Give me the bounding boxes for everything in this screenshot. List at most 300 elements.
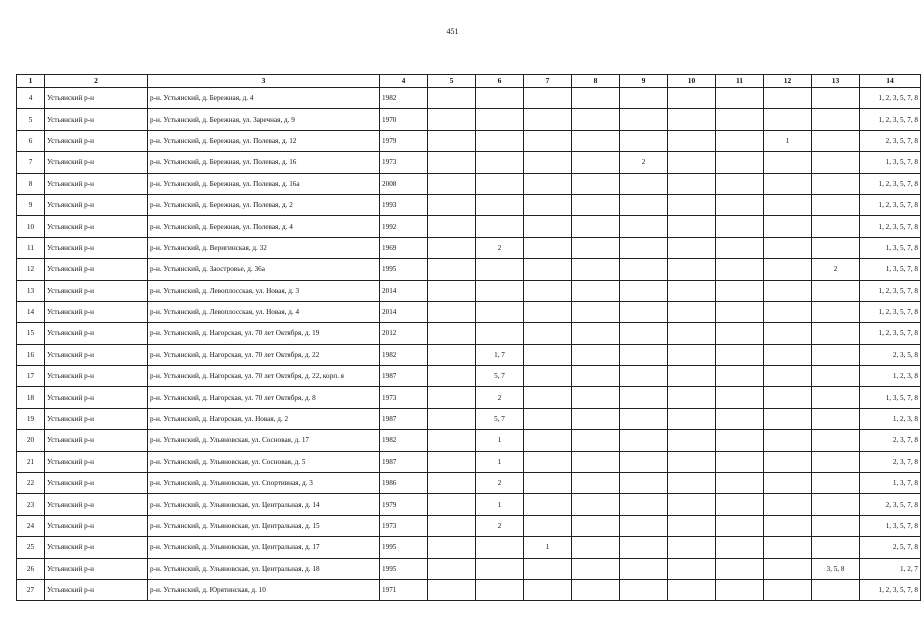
table-cell-col-7	[524, 280, 572, 301]
table-cell-col-13	[812, 216, 860, 237]
table-cell-col-10	[668, 515, 716, 536]
table-cell-col-10	[668, 109, 716, 130]
table-cell-col-12	[764, 451, 812, 472]
table-cell-col-14: 1, 2, 3, 5, 7, 8	[860, 301, 921, 322]
table-cell-col-9	[620, 558, 668, 579]
table-cell-col-6: 1	[476, 494, 524, 515]
table-row	[17, 237, 921, 258]
table-cell-col-1: 21	[17, 451, 45, 472]
table-cell-col-11	[716, 88, 764, 109]
table-cell-col-13	[812, 237, 860, 258]
table-cell-col-2: Устьянский р-н	[45, 473, 148, 494]
table-cell-col-7: 1	[524, 537, 572, 558]
table-cell-col-9	[620, 173, 668, 194]
table-cell-col-1: 9	[17, 194, 45, 215]
table-cell-col-10	[668, 344, 716, 365]
table-cell-col-4: 1986	[380, 473, 428, 494]
table-cell-col-8	[572, 259, 620, 280]
table-cell-col-11	[716, 130, 764, 151]
table-row	[17, 494, 921, 515]
table-cell-col-4: 1995	[380, 537, 428, 558]
table-cell-col-4: 1995	[380, 259, 428, 280]
table-cell-col-1: 18	[17, 387, 45, 408]
table-cell-col-9	[620, 387, 668, 408]
table-row	[17, 366, 921, 387]
table-cell-col-5	[428, 387, 476, 408]
table-cell-col-3: р-н. Устьянский, д. Ульяновская, ул. Центральная, д. 15	[148, 515, 380, 536]
table-cell-col-1: 10	[17, 216, 45, 237]
table-cell-col-14: 1, 2, 3, 8	[860, 408, 921, 429]
table-cell-col-9	[620, 88, 668, 109]
table-cell-col-11	[716, 408, 764, 429]
table-row	[17, 109, 921, 130]
table-cell-col-7	[524, 451, 572, 472]
table-cell-col-13	[812, 494, 860, 515]
table-cell-col-3: р-н. Устьянский, д. Бережная, ул. Полевая, д. 12	[148, 130, 380, 151]
table-cell-col-8	[572, 323, 620, 344]
table-cell-col-2: Устьянский р-н	[45, 237, 148, 258]
table-cell-col-1: 11	[17, 237, 45, 258]
table-cell-col-1: 27	[17, 579, 45, 600]
table-cell-col-10	[668, 451, 716, 472]
table-cell-col-9	[620, 216, 668, 237]
table-cell-col-4: 1971	[380, 579, 428, 600]
table-cell-col-3: р-н. Устьянский, д. Нагорская, ул. Новая, д. 2	[148, 408, 380, 429]
table-cell-col-11	[716, 173, 764, 194]
table-cell-col-13	[812, 515, 860, 536]
table-cell-col-5	[428, 579, 476, 600]
table-cell-col-14: 1, 3, 5, 7, 8	[860, 259, 921, 280]
table-cell-col-13	[812, 366, 860, 387]
table-cell-col-7	[524, 194, 572, 215]
table-cell-col-14: 1, 3, 5, 7, 8	[860, 387, 921, 408]
column-header: 13	[812, 75, 860, 88]
table-cell-col-1: 5	[17, 109, 45, 130]
table-cell-col-6: 1, 7	[476, 344, 524, 365]
table-row	[17, 387, 921, 408]
table-cell-col-6	[476, 301, 524, 322]
table-cell-col-3: р-н. Устьянский, д. Бережная, ул. Полевая, д. 4	[148, 216, 380, 237]
table-cell-col-2: Устьянский р-н	[45, 515, 148, 536]
table-cell-col-7	[524, 109, 572, 130]
table-cell-col-1: 7	[17, 152, 45, 173]
table-cell-col-7	[524, 430, 572, 451]
table-cell-col-6: 2	[476, 473, 524, 494]
table-cell-col-10	[668, 301, 716, 322]
table-cell-col-11	[716, 237, 764, 258]
table-cell-col-3: р-н. Устьянский, д. Ульяновская, ул. Центральная, д. 18	[148, 558, 380, 579]
table-cell-col-11	[716, 216, 764, 237]
table-cell-col-13	[812, 408, 860, 429]
table-cell-col-2: Устьянский р-н	[45, 259, 148, 280]
table-cell-col-1: 13	[17, 280, 45, 301]
column-header: 9	[620, 75, 668, 88]
table-cell-col-6: 1	[476, 430, 524, 451]
table-cell-col-14: 1, 3, 5, 7, 8	[860, 515, 921, 536]
table-cell-col-12	[764, 109, 812, 130]
table-cell-col-11	[716, 301, 764, 322]
table-cell-col-5	[428, 537, 476, 558]
table-cell-col-12	[764, 430, 812, 451]
table-cell-col-5	[428, 130, 476, 151]
table-cell-col-3: р-н. Устьянский, д. Нагорская, ул. 70 лет Октября, д. 19	[148, 323, 380, 344]
table-body	[17, 88, 921, 601]
table-cell-col-9	[620, 451, 668, 472]
table-cell-col-9	[620, 494, 668, 515]
table-cell-col-7	[524, 558, 572, 579]
table-cell-col-1: 17	[17, 366, 45, 387]
table-cell-col-12: 1	[764, 130, 812, 151]
table-cell-col-3: р-н. Устьянский, д. Бережная, ул. Полевая, д. 16	[148, 152, 380, 173]
table-cell-col-10	[668, 173, 716, 194]
table-cell-col-1: 25	[17, 537, 45, 558]
table-cell-col-6	[476, 88, 524, 109]
column-header: 1	[17, 75, 45, 88]
table-cell-col-1: 23	[17, 494, 45, 515]
table-cell-col-6: 2	[476, 237, 524, 258]
table-header-row	[17, 75, 921, 88]
table-cell-col-3: р-н. Устьянский, д. Ульяновская, ул. Центральная, д. 17	[148, 537, 380, 558]
table-cell-col-11	[716, 451, 764, 472]
table-cell-col-5	[428, 323, 476, 344]
column-header: 10	[668, 75, 716, 88]
table-cell-col-1: 16	[17, 344, 45, 365]
table-cell-col-8	[572, 301, 620, 322]
table-cell-col-10	[668, 280, 716, 301]
table-cell-col-9	[620, 194, 668, 215]
table-cell-col-10	[668, 473, 716, 494]
table-cell-col-7	[524, 237, 572, 258]
table-cell-col-7	[524, 494, 572, 515]
column-header: 7	[524, 75, 572, 88]
table-cell-col-5	[428, 259, 476, 280]
table-cell-col-2: Устьянский р-н	[45, 216, 148, 237]
table-cell-col-5	[428, 366, 476, 387]
table-cell-col-7	[524, 344, 572, 365]
table-cell-col-1: 14	[17, 301, 45, 322]
table-cell-col-10	[668, 323, 716, 344]
column-header: 8	[572, 75, 620, 88]
table-cell-col-1: 22	[17, 473, 45, 494]
table-cell-col-9	[620, 430, 668, 451]
table-cell-col-14: 1, 2, 7	[860, 558, 921, 579]
table-cell-col-5	[428, 558, 476, 579]
table-cell-col-3: р-н. Устьянский, д. Бережная, ул. Заречная, д. 9	[148, 109, 380, 130]
table-cell-col-6: 2	[476, 387, 524, 408]
table-cell-col-2: Устьянский р-н	[45, 88, 148, 109]
table-cell-col-4: 2014	[380, 301, 428, 322]
table-cell-col-6: 5, 7	[476, 366, 524, 387]
table-cell-col-10	[668, 408, 716, 429]
table-cell-col-9	[620, 109, 668, 130]
table-cell-col-3: р-н. Устьянский, д. Ульяновская, ул. Спортивная, д. 3	[148, 473, 380, 494]
table-cell-col-14: 1, 2, 3, 5, 7, 8	[860, 109, 921, 130]
table-cell-col-13	[812, 280, 860, 301]
table-cell-col-5	[428, 451, 476, 472]
table-cell-col-10	[668, 216, 716, 237]
table-cell-col-3: р-н. Устьянский, д. Нагорская, ул. 70 лет Октября, д. 22, корп. я	[148, 366, 380, 387]
table-cell-col-13	[812, 430, 860, 451]
table-cell-col-9	[620, 515, 668, 536]
table-cell-col-12	[764, 344, 812, 365]
table-cell-col-12	[764, 579, 812, 600]
table-cell-col-6	[476, 109, 524, 130]
table-cell-col-13	[812, 537, 860, 558]
table-cell-col-12	[764, 194, 812, 215]
column-header: 2	[45, 75, 148, 88]
table-cell-col-7	[524, 366, 572, 387]
table-cell-col-1: 12	[17, 259, 45, 280]
table-cell-col-8	[572, 408, 620, 429]
table-cell-col-8	[572, 366, 620, 387]
table-cell-col-11	[716, 344, 764, 365]
table-cell-col-8	[572, 537, 620, 558]
table-cell-col-5	[428, 109, 476, 130]
table-row	[17, 537, 921, 558]
table-cell-col-8	[572, 194, 620, 215]
table-row	[17, 473, 921, 494]
table-cell-col-3: р-н. Устьянский, д. Ульяновская, ул. Центральная, д. 14	[148, 494, 380, 515]
table-cell-col-12	[764, 515, 812, 536]
table-cell-col-5	[428, 216, 476, 237]
table-cell-col-8	[572, 558, 620, 579]
table-cell-col-9: 2	[620, 152, 668, 173]
table-cell-col-4: 1982	[380, 88, 428, 109]
table-cell-col-8	[572, 130, 620, 151]
table-cell-col-11	[716, 579, 764, 600]
table-cell-col-7	[524, 579, 572, 600]
table-cell-col-3: р-н. Устьянский, д. Веригинская, д. 32	[148, 237, 380, 258]
table-cell-col-2: Устьянский р-н	[45, 301, 148, 322]
table-cell-col-8	[572, 473, 620, 494]
table-cell-col-6	[476, 194, 524, 215]
table-cell-col-7	[524, 515, 572, 536]
table-cell-col-14: 1, 2, 3, 5, 7, 8	[860, 323, 921, 344]
table-cell-col-7	[524, 216, 572, 237]
table-cell-col-2: Устьянский р-н	[45, 387, 148, 408]
table-row	[17, 579, 921, 600]
table-cell-col-13	[812, 451, 860, 472]
table-cell-col-9	[620, 408, 668, 429]
column-header: 4	[380, 75, 428, 88]
table-cell-col-10	[668, 579, 716, 600]
table-cell-col-2: Устьянский р-н	[45, 558, 148, 579]
table-cell-col-2: Устьянский р-н	[45, 323, 148, 344]
table-cell-col-2: Устьянский р-н	[45, 280, 148, 301]
table-cell-col-9	[620, 366, 668, 387]
table-cell-col-3: р-н. Устьянский, д. Ульяновская, ул. Сосновая, д. 5	[148, 451, 380, 472]
table-cell-col-7	[524, 408, 572, 429]
table-cell-col-5	[428, 494, 476, 515]
table-cell-col-14: 1, 3, 5, 7, 8	[860, 152, 921, 173]
column-header: 14	[860, 75, 921, 88]
table-cell-col-6	[476, 173, 524, 194]
table-row	[17, 152, 921, 173]
table-cell-col-5	[428, 237, 476, 258]
table-cell-col-13	[812, 323, 860, 344]
table-cell-col-5	[428, 473, 476, 494]
table-cell-col-7	[524, 259, 572, 280]
table-cell-col-3: р-н. Устьянский, д. Левоплосская, ул. Новая, д. 3	[148, 280, 380, 301]
table-cell-col-5	[428, 344, 476, 365]
table-cell-col-14: 2, 3, 7, 8	[860, 451, 921, 472]
column-header: 6	[476, 75, 524, 88]
table-cell-col-4: 1979	[380, 494, 428, 515]
housing-registry-table	[16, 74, 921, 601]
table-cell-col-14: 1, 2, 3, 5, 7, 8	[860, 194, 921, 215]
table-cell-col-3: р-н. Устьянский, д. Нагорская, ул. 70 лет Октября, д. 22	[148, 344, 380, 365]
table-cell-col-11	[716, 109, 764, 130]
table-cell-col-12	[764, 88, 812, 109]
table-cell-col-12	[764, 537, 812, 558]
table-cell-col-11	[716, 473, 764, 494]
table-cell-col-3: р-н. Устьянский, д. Нагорская, ул. 70 лет Октября, д. 8	[148, 387, 380, 408]
table-cell-col-2: Устьянский р-н	[45, 194, 148, 215]
table-cell-col-11	[716, 323, 764, 344]
table-cell-col-9	[620, 301, 668, 322]
table-cell-col-14: 2, 5, 7, 8	[860, 537, 921, 558]
table-cell-col-1: 6	[17, 130, 45, 151]
table-cell-col-6	[476, 558, 524, 579]
table-cell-col-8	[572, 88, 620, 109]
table-cell-col-2: Устьянский р-н	[45, 152, 148, 173]
table-cell-col-4: 2008	[380, 173, 428, 194]
table-cell-col-7	[524, 152, 572, 173]
table-cell-col-5	[428, 173, 476, 194]
table-cell-col-11	[716, 537, 764, 558]
table-cell-col-4: 1987	[380, 408, 428, 429]
table-cell-col-3: р-н. Устьянский, д. Бережная, д. 4	[148, 88, 380, 109]
table-row	[17, 323, 921, 344]
table-cell-col-11	[716, 280, 764, 301]
table-cell-col-11	[716, 515, 764, 536]
table-cell-col-1: 8	[17, 173, 45, 194]
table-cell-col-13	[812, 152, 860, 173]
table-row	[17, 173, 921, 194]
table-cell-col-10	[668, 537, 716, 558]
table-cell-col-10	[668, 130, 716, 151]
table-cell-col-6: 2	[476, 515, 524, 536]
table-cell-col-14: 1, 3, 5, 7, 8	[860, 237, 921, 258]
table-cell-col-4: 1987	[380, 451, 428, 472]
table-cell-col-14: 1, 2, 3, 5, 7, 8	[860, 216, 921, 237]
table-cell-col-13: 3, 5, 8	[812, 558, 860, 579]
table-cell-col-1: 19	[17, 408, 45, 429]
page-number: 451	[446, 27, 459, 36]
table-cell-col-6	[476, 323, 524, 344]
table-cell-col-7	[524, 88, 572, 109]
table-cell-col-11	[716, 558, 764, 579]
table-cell-col-12	[764, 494, 812, 515]
table-cell-col-13	[812, 194, 860, 215]
table-cell-col-9	[620, 323, 668, 344]
table-cell-col-4: 1970	[380, 109, 428, 130]
table-cell-col-14: 1, 2, 3, 5, 7, 8	[860, 173, 921, 194]
table-cell-col-12	[764, 216, 812, 237]
table-cell-col-8	[572, 515, 620, 536]
table-cell-col-9	[620, 344, 668, 365]
table-cell-col-12	[764, 408, 812, 429]
table-cell-col-7	[524, 473, 572, 494]
table-cell-col-9	[620, 473, 668, 494]
table-cell-col-14: 1, 2, 3, 5, 7, 8	[860, 88, 921, 109]
table-cell-col-2: Устьянский р-н	[45, 109, 148, 130]
table-cell-col-13	[812, 88, 860, 109]
table-cell-col-14: 1, 2, 3, 8	[860, 366, 921, 387]
table-cell-col-2: Устьянский р-н	[45, 366, 148, 387]
column-header: 5	[428, 75, 476, 88]
table-cell-col-6: 1	[476, 451, 524, 472]
table-cell-col-3: р-н. Устьянский, д. Бережная, ул. Полевая, д. 2	[148, 194, 380, 215]
table-cell-col-2: Устьянский р-н	[45, 537, 148, 558]
table-cell-col-1: 20	[17, 430, 45, 451]
table-cell-col-14: 2, 3, 5, 7, 8	[860, 494, 921, 515]
table-cell-col-8	[572, 451, 620, 472]
table-cell-col-8	[572, 494, 620, 515]
table-cell-col-10	[668, 259, 716, 280]
table-cell-col-11	[716, 366, 764, 387]
table-cell-col-8	[572, 387, 620, 408]
table-cell-col-10	[668, 494, 716, 515]
table-cell-col-8	[572, 430, 620, 451]
table-cell-col-2: Устьянский р-н	[45, 408, 148, 429]
table-cell-col-4: 2012	[380, 323, 428, 344]
table-cell-col-6: 5, 7	[476, 408, 524, 429]
table-row	[17, 88, 921, 109]
table-cell-col-9	[620, 259, 668, 280]
table-cell-col-5	[428, 301, 476, 322]
column-header: 3	[148, 75, 380, 88]
table-cell-col-9	[620, 237, 668, 258]
table-cell-col-6	[476, 537, 524, 558]
table-cell-col-6	[476, 280, 524, 301]
table-cell-col-4: 1973	[380, 152, 428, 173]
table-cell-col-11	[716, 430, 764, 451]
table-cell-col-8	[572, 344, 620, 365]
table-cell-col-10	[668, 194, 716, 215]
table-cell-col-8	[572, 280, 620, 301]
table-cell-col-6	[476, 216, 524, 237]
table-cell-col-4: 1973	[380, 387, 428, 408]
table-cell-col-10	[668, 88, 716, 109]
table-cell-col-5	[428, 515, 476, 536]
table-cell-col-1: 15	[17, 323, 45, 344]
column-header: 12	[764, 75, 812, 88]
table-row	[17, 451, 921, 472]
table-cell-col-13	[812, 387, 860, 408]
table-row	[17, 259, 921, 280]
table-cell-col-3: р-н. Устьянский, д. Левоплосская, ул. Новая, д. 4	[148, 301, 380, 322]
table-cell-col-1: 26	[17, 558, 45, 579]
table-cell-col-4: 1982	[380, 430, 428, 451]
table-cell-col-14: 2, 3, 5, 7, 8	[860, 130, 921, 151]
table-cell-col-7	[524, 130, 572, 151]
table-cell-col-7	[524, 323, 572, 344]
table-cell-col-13	[812, 173, 860, 194]
table-cell-col-14: 2, 3, 7, 8	[860, 430, 921, 451]
table-cell-col-10	[668, 237, 716, 258]
table-cell-col-9	[620, 130, 668, 151]
table-cell-col-4: 1979	[380, 130, 428, 151]
table-cell-col-2: Устьянский р-н	[45, 494, 148, 515]
table-cell-col-12	[764, 323, 812, 344]
table-row	[17, 216, 921, 237]
table-cell-col-4: 1992	[380, 216, 428, 237]
column-header: 11	[716, 75, 764, 88]
table-cell-col-4: 1982	[380, 344, 428, 365]
table-row	[17, 194, 921, 215]
table-cell-col-4: 1995	[380, 558, 428, 579]
